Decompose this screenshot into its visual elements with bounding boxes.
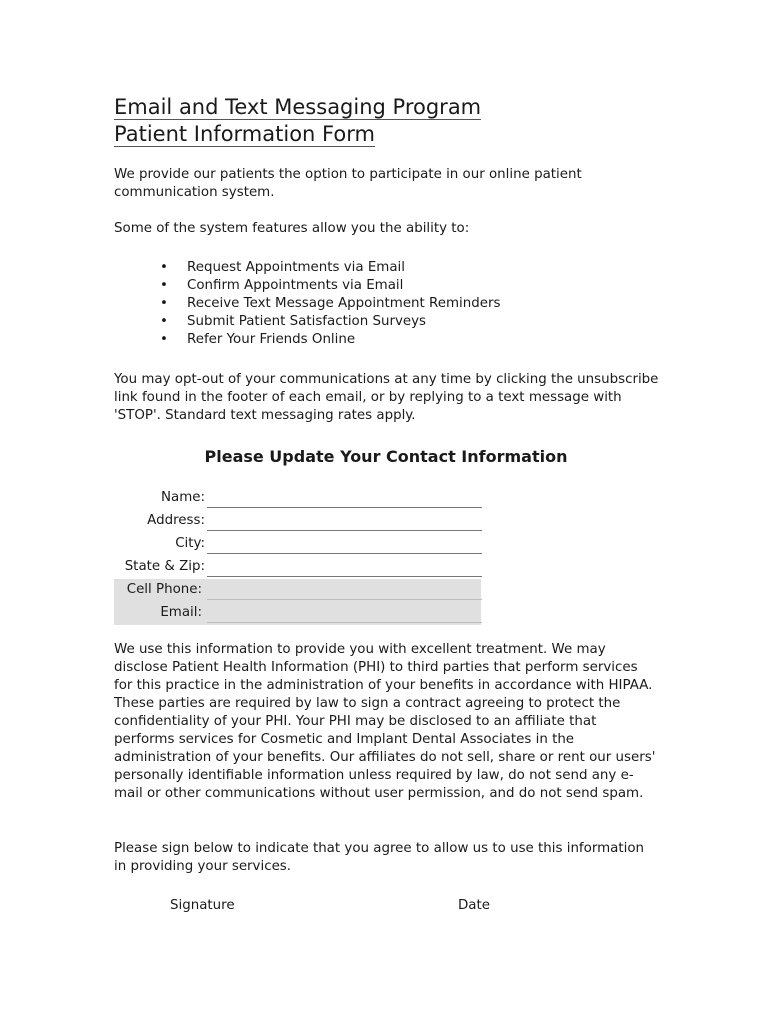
name-input[interactable]: [207, 488, 482, 508]
page-title-text: Email and Text Messaging Program Patient Information Form: [114, 95, 482, 146]
name-label: Name:: [160, 490, 205, 505]
feature-text: Receive Text Message Appointment Reminders: [187, 296, 501, 311]
form-row-city: [114, 533, 484, 556]
feature-text: Confirm Appointments via Email: [187, 278, 404, 293]
date-label: Date: [458, 898, 491, 913]
bullet-icon: •: [160, 314, 168, 329]
form-row-address: [114, 510, 484, 533]
cell-phone-label: Cell Phone:: [126, 582, 202, 597]
city-label: City:: [175, 536, 205, 551]
list-item: [160, 259, 500, 277]
form-row-cell-phone: [114, 579, 481, 602]
email-label: Email:: [160, 605, 202, 620]
bullet-icon: •: [160, 260, 168, 275]
city-input[interactable]: [207, 534, 482, 554]
email-input[interactable]: [207, 603, 482, 623]
feature-text: Request Appointments via Email: [187, 260, 405, 275]
features-list: [160, 259, 500, 349]
feature-text: Submit Patient Satisfaction Surveys: [187, 314, 427, 329]
contact-heading: Please Update Your Contact Information: [204, 447, 568, 466]
intro-paragraph: We provide our patients the option to participate in our online patient communication system.: [114, 167, 582, 200]
page-title: [114, 94, 554, 148]
form-row-state-zip: [114, 556, 484, 579]
state-zip-input[interactable]: [207, 557, 482, 577]
features-intro: Some of the system features allow you the ability to:: [114, 221, 470, 236]
bullet-icon: •: [160, 278, 168, 293]
state-zip-label: State & Zip:: [124, 559, 205, 574]
list-item: [160, 313, 500, 331]
address-label: Address:: [147, 513, 205, 528]
sign-instruction: Please sign below to indicate that you agree to allow us to use this information in providing your services.: [114, 841, 645, 874]
cell-phone-input[interactable]: [207, 580, 482, 600]
list-item: [160, 295, 500, 313]
form-row-name: [114, 487, 484, 510]
list-item: [160, 331, 500, 349]
address-input[interactable]: [207, 511, 482, 531]
phi-paragraph: We use this information to provide you with excellent treatment. We may disclose Patient Health Information (PHI) to third parties that perform services for this practice in the administration of your benefits in accordance with HIPAA. These parties are required by law to sign a contract agreeing to protect the confidentiality of your PHI. Your PHI may be disclosed to an affiliate that performs services for Cosmetic and Implant Dental Associates in the administration of your benefits. Our affiliates do not sell, share or rent our users' personally identifiable information unless required by law, do not send any e-mail or other communications without user permission, and do not send spam.: [114, 642, 656, 801]
feature-text: Refer Your Friends Online: [187, 332, 356, 347]
contact-form: [114, 487, 484, 625]
bullet-icon: •: [160, 296, 168, 311]
signature-label: Signature: [170, 898, 235, 913]
bullet-icon: •: [160, 332, 168, 347]
form-row-email: [114, 602, 481, 625]
optout-paragraph: You may opt-out of your communications at any time by clicking the unsubscribe link found in the footer of each email, or by replying to a text message with 'STOP'. Standard text messaging rates apply.: [114, 372, 659, 423]
list-item: [160, 277, 500, 295]
